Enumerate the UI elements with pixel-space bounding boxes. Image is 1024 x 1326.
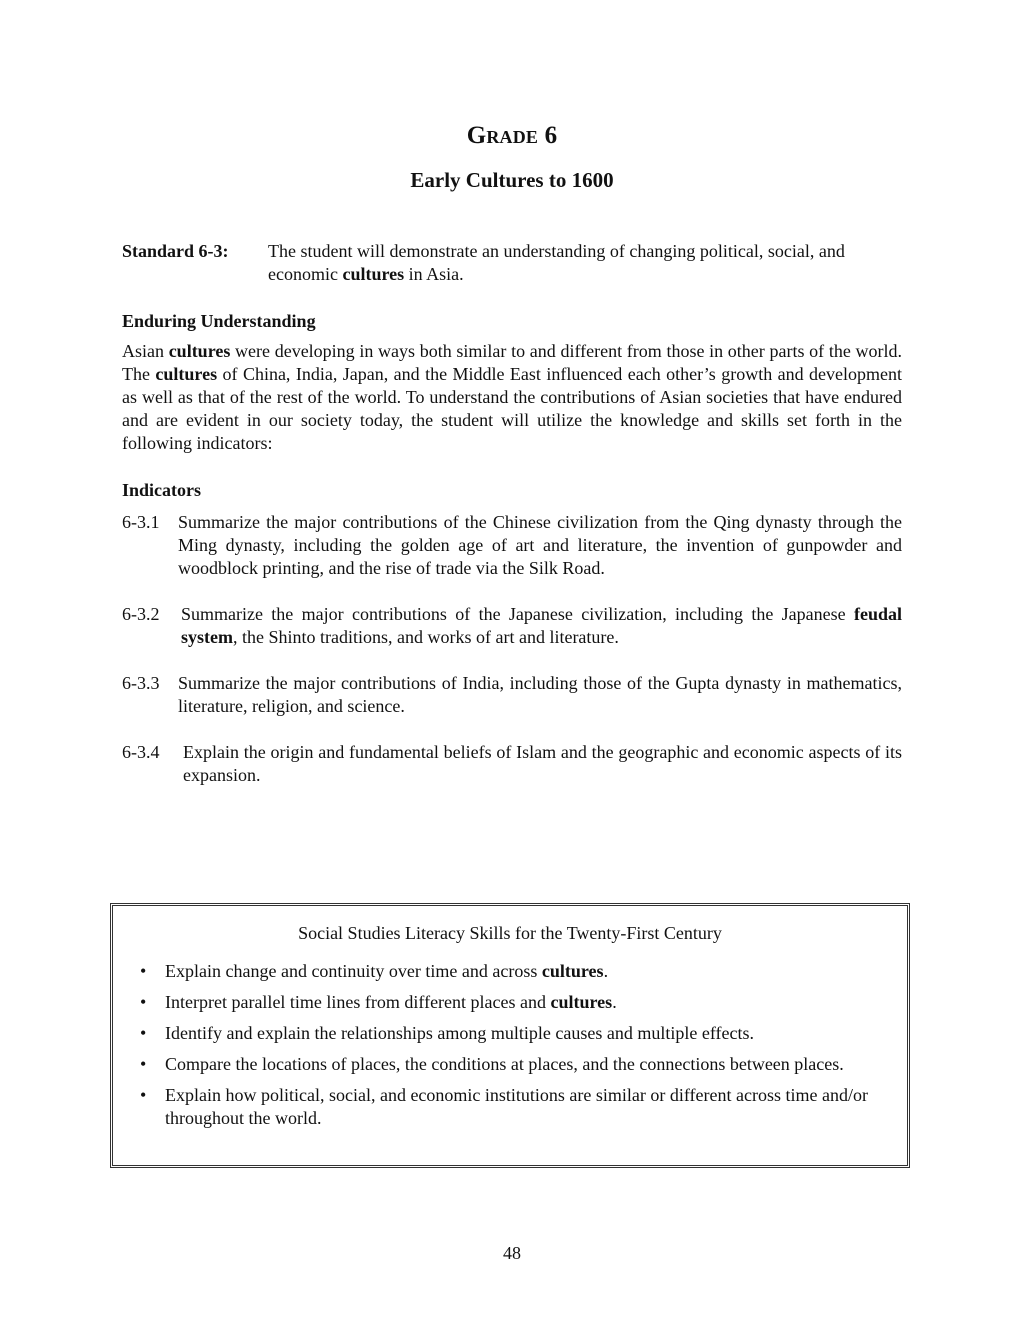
literacy-skills-box xyxy=(110,903,910,1168)
list-item-text-part: Explain change and continuity over time and across xyxy=(165,961,542,981)
list-item xyxy=(135,1053,875,1076)
enduring-text-part: of China, India, Japan, and the Middle East influenced each other’s growth and development as well as that of the rest of the world. To understand the contributions of Asian societies that have endured and are evident in our society today, the student will utilize the knowledge and skills set forth in the following indicators: xyxy=(122,364,903,453)
indicator-text-part: , the Shinto traditions, and works of art and literature. xyxy=(233,627,619,647)
list-item-text-bold: cultures xyxy=(550,992,613,1012)
indicator-item xyxy=(122,603,902,649)
bullet-icon: • xyxy=(140,1023,147,1043)
standard-text xyxy=(268,240,888,286)
indicator-text: Summarize the major contributions of India, including those of the Gupta dynasty in mathematics, literature, religion, and science. xyxy=(178,673,902,716)
list-item-text xyxy=(165,960,608,983)
enduring-text-bold: cultures xyxy=(168,341,231,361)
list-item xyxy=(135,1022,875,1045)
indicator-text-bold: feudal system xyxy=(181,604,902,647)
indicator-number: 6-3.2 xyxy=(122,604,160,624)
indicator-text xyxy=(181,603,902,649)
list-item-text-part: . xyxy=(603,961,609,981)
standard-text-part: in Asia. xyxy=(404,264,464,284)
list-item-text: Identify and explain the relationships among multiple causes and multiple effects. xyxy=(165,1023,755,1043)
page-number: 48 xyxy=(503,1243,521,1263)
enduring-text-part: were developing in ways both similar to and different from those in other parts of the world. The xyxy=(122,341,902,384)
list-item-text-part: . xyxy=(612,992,617,1012)
indicator-item xyxy=(122,511,902,580)
list-item-text-part: Interpret parallel time lines from different places and xyxy=(165,992,551,1012)
list-item-text: Compare the locations of places, the conditions at places, and the connections between places. xyxy=(165,1054,844,1074)
indicator-number: 6-3.1 xyxy=(122,512,160,532)
bullet-icon: • xyxy=(140,961,147,981)
indicators-heading: Indicators xyxy=(122,480,202,500)
indicator-item xyxy=(122,741,902,787)
page-title: Grade 6 xyxy=(466,122,558,149)
bullet-icon: • xyxy=(140,992,147,1012)
literacy-skills-list xyxy=(135,960,875,1138)
indicator-number: 6-3.3 xyxy=(122,673,160,693)
enduring-paragraph xyxy=(122,340,902,455)
list-item-text-bold: cultures xyxy=(541,961,604,981)
indicator-text: Explain the origin and fundamental beliefs of Islam and the geographic and economic aspects of its expansion. xyxy=(183,742,902,785)
enduring-heading: Enduring Understanding xyxy=(122,311,316,331)
list-item-text: Explain how political, social, and economic institutions are similar or different across time and/or throughout the world. xyxy=(165,1085,868,1128)
enduring-text-part: Asian xyxy=(122,341,169,361)
list-item-text xyxy=(165,991,617,1014)
standard-text-part: The student will demonstrate an understanding of changing political, social, and economic xyxy=(268,241,845,284)
literacy-skills-title: Social Studies Literacy Skills for the Twenty-First Century xyxy=(298,923,722,943)
bullet-icon: • xyxy=(140,1054,147,1074)
standard-text-bold: cultures xyxy=(342,264,405,284)
standard-label: Standard 6-3: xyxy=(122,241,229,261)
page-subtitle: Early Cultures to 1600 xyxy=(410,168,614,192)
list-item xyxy=(135,991,875,1014)
list-item xyxy=(135,1084,875,1130)
indicator-number: 6-3.4 xyxy=(122,742,160,762)
indicator-item xyxy=(122,672,902,718)
indicator-text-part: Summarize the major contributions of the Japanese civilization, including the Japanese xyxy=(181,604,854,624)
enduring-text-bold: cultures xyxy=(155,364,218,384)
indicator-text: Summarize the major contributions of the Chinese civilization from the Qing dynasty through the Ming dynasty, including the golden age of art and literature, the invention of gunpowder and woodblock printing, and the rise of trade via the Silk Road. xyxy=(178,512,902,578)
list-item xyxy=(135,960,875,983)
bullet-icon: • xyxy=(140,1085,147,1105)
